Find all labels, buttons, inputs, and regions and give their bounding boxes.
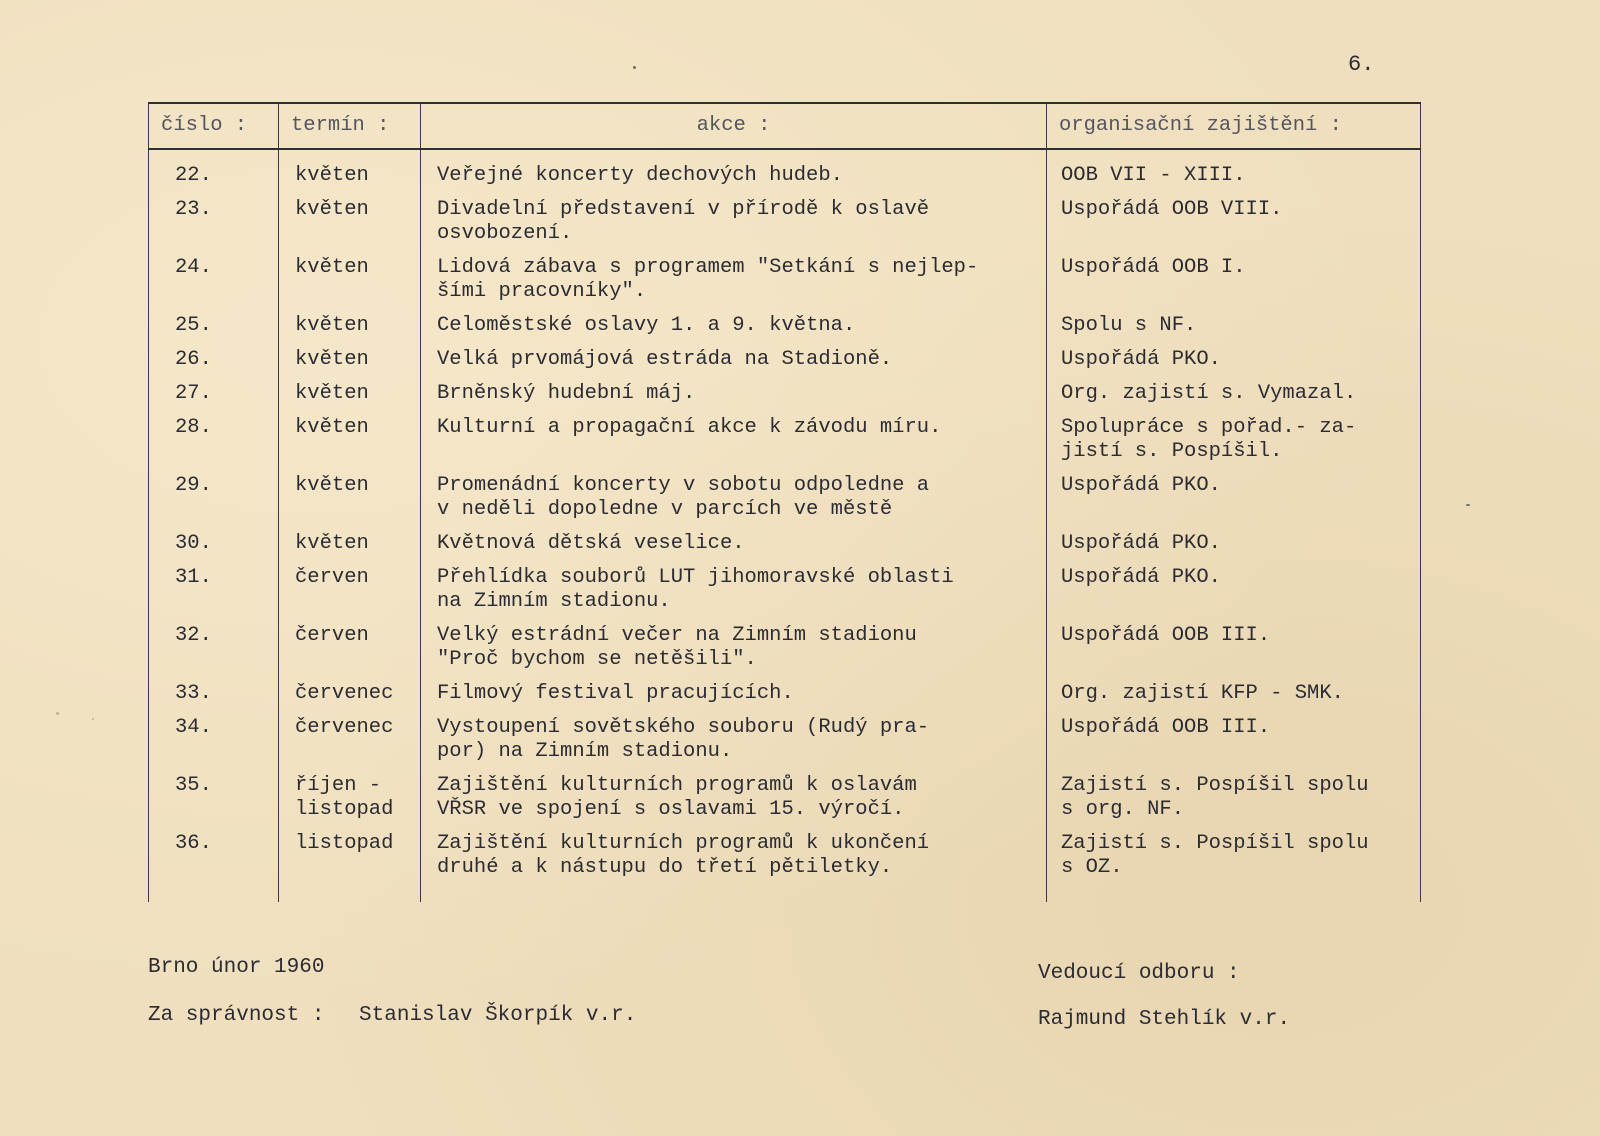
- table-tail: [149, 890, 1421, 902]
- row-number: 23.: [149, 198, 279, 256]
- head-of-department-name: Rajmund Stehlík v.r.: [1038, 1008, 1291, 1031]
- row-organisation: Spolupráce s pořad.- za- jistí s. Pospíšil.: [1047, 416, 1421, 474]
- row-term: červenec: [279, 682, 421, 716]
- row-action: Lidová zábava s programem "Setkání s nejlep- šími pracovníky".: [421, 256, 1047, 314]
- row-number: 28.: [149, 416, 279, 474]
- row-number: 27.: [149, 382, 279, 416]
- row-number: 36.: [149, 832, 279, 890]
- correctness-line: [148, 1004, 636, 1027]
- row-organisation: Zajistí s. Pospíšil spolu s org. NF.: [1047, 774, 1421, 832]
- row-term: říjen - listopad: [279, 774, 421, 832]
- table-header-row: [149, 103, 1421, 149]
- row-term: květen: [279, 382, 421, 416]
- row-organisation: Uspořádá PKO.: [1047, 348, 1421, 382]
- row-number: 34.: [149, 716, 279, 774]
- row-action: Celoměstské oslavy 1. a 9. května.: [421, 314, 1047, 348]
- table-row: [149, 532, 1421, 566]
- table-row: [149, 382, 1421, 416]
- header-term: termín :: [279, 103, 421, 149]
- row-action: Přehlídka souborů LUT jihomoravské oblasti na Zimním stadionu.: [421, 566, 1047, 624]
- row-action: Brněnský hudební máj.: [421, 382, 1047, 416]
- row-organisation: Spolu s NF.: [1047, 314, 1421, 348]
- paper-speck: [56, 712, 59, 715]
- table-row: [149, 774, 1421, 832]
- schedule-table: [148, 102, 1421, 902]
- row-number: 22.: [149, 164, 279, 198]
- row-organisation: Uspořádá PKO.: [1047, 532, 1421, 566]
- table-row: [149, 716, 1421, 774]
- row-number: 30.: [149, 532, 279, 566]
- row-term: květen: [279, 256, 421, 314]
- row-term: červenec: [279, 716, 421, 774]
- row-term: květen: [279, 348, 421, 382]
- row-organisation: OOB VII - XIII.: [1047, 164, 1421, 198]
- row-action: Filmový festival pracujících.: [421, 682, 1047, 716]
- row-organisation: Org. zajistí KFP - SMK.: [1047, 682, 1421, 716]
- row-term: květen: [279, 474, 421, 532]
- row-organisation: Uspořádá OOB I.: [1047, 256, 1421, 314]
- row-number: 25.: [149, 314, 279, 348]
- row-action: Velká prvomájová estráda na Stadioně.: [421, 348, 1047, 382]
- row-term: červen: [279, 624, 421, 682]
- page-number: 6.: [1348, 52, 1375, 77]
- table-row: [149, 164, 1421, 198]
- paper-speck: [1466, 504, 1470, 506]
- head-of-department-label: Vedoucí odboru :: [1038, 962, 1240, 985]
- header-organisation: organisační zajištění :: [1047, 103, 1421, 149]
- row-action: Květnová dětská veselice.: [421, 532, 1047, 566]
- table-row: [149, 566, 1421, 624]
- row-number: 32.: [149, 624, 279, 682]
- row-organisation: Uspořádá OOB III.: [1047, 624, 1421, 682]
- row-term: červen: [279, 566, 421, 624]
- row-action: Zajištění kulturních programů k ukončení druhé a k nástupu do třetí pětiletky.: [421, 832, 1047, 890]
- table-row: [149, 474, 1421, 532]
- row-term: květen: [279, 532, 421, 566]
- header-action: akce :: [421, 103, 1047, 149]
- row-number: 31.: [149, 566, 279, 624]
- table-spacer: [149, 149, 1421, 164]
- row-action: Kulturní a propagační akce k závodu míru.: [421, 416, 1047, 474]
- row-action: Promenádní koncerty v sobotu odpoledne a v neděli dopoledne v parcích ve městě: [421, 474, 1047, 532]
- header-number: číslo :: [149, 103, 279, 149]
- row-number: 26.: [149, 348, 279, 382]
- row-number: 35.: [149, 774, 279, 832]
- row-organisation: Uspořádá PKO.: [1047, 566, 1421, 624]
- table-row: [149, 416, 1421, 474]
- table-row: [149, 832, 1421, 890]
- table-row: [149, 314, 1421, 348]
- row-term: listopad: [279, 832, 421, 890]
- table-row: [149, 624, 1421, 682]
- row-organisation: Uspořádá OOB III.: [1047, 716, 1421, 774]
- row-number: 29.: [149, 474, 279, 532]
- row-number: 24.: [149, 256, 279, 314]
- paper-speck: [633, 66, 636, 69]
- row-term: květen: [279, 198, 421, 256]
- row-action: Vystoupení sovětského souboru (Rudý pra- por) na Zimním stadionu.: [421, 716, 1047, 774]
- row-term: květen: [279, 314, 421, 348]
- correctness-label: Za správnost :: [148, 1004, 325, 1027]
- row-action: Divadelní představení v přírodě k oslavě osvobození.: [421, 198, 1047, 256]
- table-row: [149, 682, 1421, 716]
- row-number: 33.: [149, 682, 279, 716]
- row-action: Velký estrádní večer na Zimním stadionu "Proč bychom se netěšili".: [421, 624, 1047, 682]
- row-term: květen: [279, 164, 421, 198]
- row-organisation: Zajistí s. Pospíšil spolu s OZ.: [1047, 832, 1421, 890]
- correctness-name: Stanislav Škorpík v.r.: [359, 1004, 637, 1027]
- schedule-table-wrapper: [148, 102, 1420, 918]
- row-organisation: Org. zajistí s. Vymazal.: [1047, 382, 1421, 416]
- row-organisation: Uspořádá OOB VIII.: [1047, 198, 1421, 256]
- row-action: Zajištění kulturních programů k oslavám VŘSR ve spojení s oslavami 15. výročí.: [421, 774, 1047, 832]
- table-row: [149, 198, 1421, 256]
- row-organisation: Uspořádá PKO.: [1047, 474, 1421, 532]
- table-row: [149, 348, 1421, 382]
- paper-speck: [92, 718, 94, 720]
- row-term: květen: [279, 416, 421, 474]
- place-date: Brno únor 1960: [148, 956, 325, 979]
- row-action: Veřejné koncerty dechových hudeb.: [421, 164, 1047, 198]
- table-row: [149, 256, 1421, 314]
